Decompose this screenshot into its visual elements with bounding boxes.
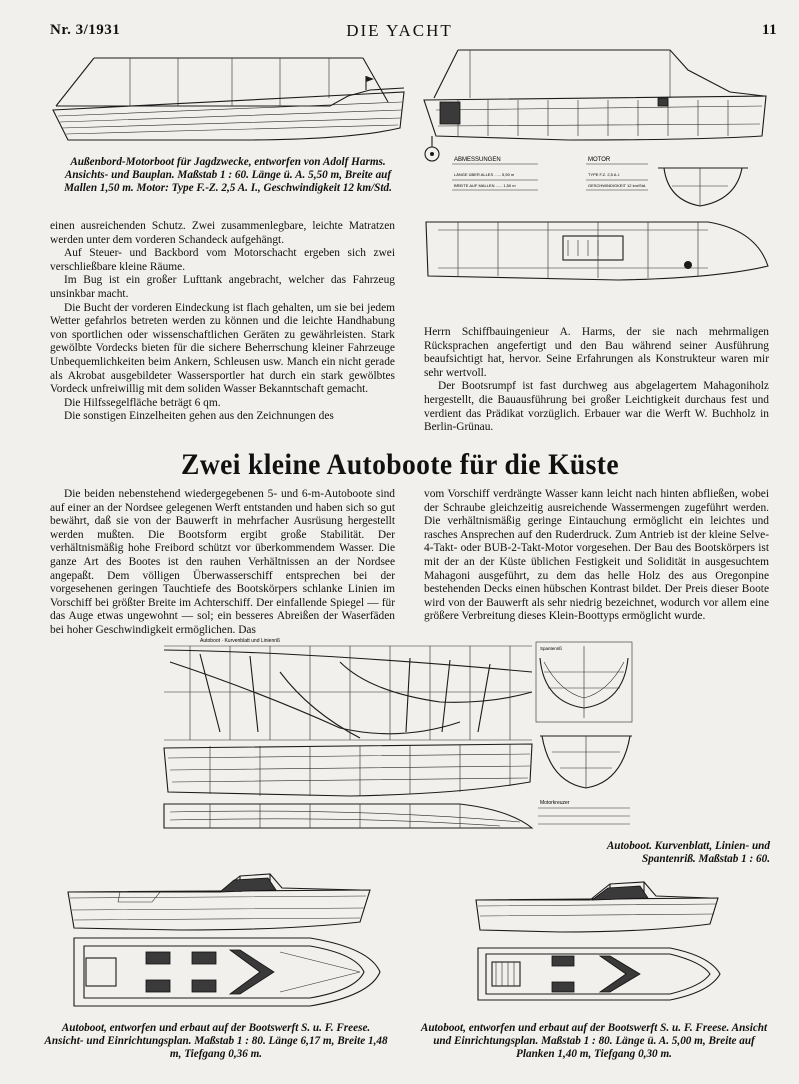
figure-outboard-boat-construction-plan bbox=[418, 40, 778, 280]
paragraph: Auf Steuer- und Backbord vom Motorschacht ergeben sich zwei verschließbare kleine Räume. bbox=[50, 247, 395, 273]
figure2-caption: Autoboot. Kurvenblatt, Linien- und Spantenriß. Maßstab 1 : 60. bbox=[606, 840, 770, 866]
issue-number: Nr. 3/1931 bbox=[50, 22, 121, 38]
paragraph: vom Vorschiff verdrängte Wasser kann leicht nach hinten abfließen, wobei der Schraube gleichzeitig ausreichende Wassermengen zugeführt werden. Die verhältnismäßig geringe Eintauchung ermöglicht ein leichtes und rasches Ansprechen auf den Ruderdruck. Zum Antrieb ist der kleine Selve-4-Takt- oder BUB-2-Takt-Motor vorgesehen. Der Bau des Bootskörpers ist mit der an der Küste üblichen Festigkeit und Solidität in ausgesuchtem Mahagoni ausgeführt, zu dem das helle Holz des aus Oregonpine bestehenden Decks einen hübschen Kontrast bildet. Der Preis dieser Boote wird von der Bauwerft als sehr niedrig bezeichnet, wodurch vor allem eine größere Verbreitung dieses Klein-Boottyps ermöglicht wurde. bbox=[424, 488, 769, 623]
page-number: 11 bbox=[762, 22, 778, 38]
lines-plan-title: Autoboot · Kurvenblatt und Linienriß bbox=[200, 638, 281, 644]
article1-column-left bbox=[50, 220, 395, 424]
table-row-type: TYPE F.Z. 2,5 A.I. bbox=[588, 172, 620, 177]
journal-title: DIE YACHT bbox=[346, 21, 453, 40]
article2-column-right bbox=[424, 488, 769, 624]
figure-lines-plan bbox=[160, 632, 640, 832]
article2-headline: Zwei kleine Autoboote für die Küste bbox=[181, 448, 619, 481]
paragraph: Der Bootsrumpf ist fast durchweg aus abgelagertem Mahagoniholz hergestellt, die Bauausführung bei großer Leichtigkeit durchaus fest und verdient das Prädikat vorzüglich. Erbauer war die Werft W. Buchholz in Berlin-Grünau. bbox=[424, 380, 769, 434]
figure1-caption: Außenbord-Motorboot für Jagdzwecke, entworfen von Adolf Harms. Ansichts- und Bauplan. Maßstab 1 : 60. Länge ü. A. 5,50 m, Breite auf Mallen 1,50 m. Motor: Type F.-Z. 2,5 A. I., Geschwindigkeit 12 km/Std. bbox=[64, 156, 392, 195]
figure-6m-boat bbox=[60, 868, 390, 1018]
figure-outboard-boat-elevation bbox=[48, 50, 410, 150]
figure4-caption: Autoboot, entworfen und erbaut auf der Bootswerft S. u. F. Freese. Ansicht und Einrichtungsplan. Maßstab 1 : 80. Länge ü. A. 5,00 m, Breite auf Planken 1,40 m, Tiefgang 0,30 m. bbox=[420, 1022, 768, 1061]
table-row-speed: GESCHWINDIGKEIT 12 km/Std. bbox=[588, 183, 647, 188]
figure-5m-boat bbox=[470, 876, 730, 1016]
article1-column-right bbox=[424, 326, 769, 435]
table-row-width: BREITE AUF MALLEN ...... 1,50 m bbox=[454, 183, 516, 188]
table-abmessungen-title: ABMESSUNGEN bbox=[454, 157, 501, 163]
figure3-caption: Autoboot, entworfen und erbaut auf der Bootswerft S. u. F. Freese. Ansicht- und Einrichtungsplan. Maßstab 1 : 80. Länge 6,17 m, Breite 1,48 m, Tiefgang 0,36 m. bbox=[44, 1022, 388, 1061]
paragraph: Herrn Schiffbauingenieur A. Harms, der sie nach mehrmaligen Rücksprachen angefertigt und den Bau während seiner Ausführung beaufsichtigt hat, hervor. Seine Erfahrungen als Konstrukteur waren mir sehr wertvoll. bbox=[424, 326, 769, 379]
motor-label: Motorkreuzer bbox=[540, 800, 570, 806]
spant-title: Spantenriß bbox=[540, 646, 563, 651]
table-motor-title: MOTOR bbox=[588, 157, 611, 163]
paragraph: Die beiden nebenstehend wiedergegebenen 5- und 6-m-Autoboote sind auf einer an der Nordsee gelegenen Werft entstanden und haben sich so gut bewährt, daß sie von der Bauwerft in mehrfacher Ausrüsung hergestellt werden mußten. Die Bootsform ergibt große Stabilität. Der verhältnismäßig hohe Freibord schützt vor überkommendem Wasser. Die ganze Art des Bootes ist den rauhen Verhältnissen an der Nordsee angepaßt. Dem völligen Überwasserschiff entsprechen bei der vorgesehenen geringen Tauchtiefe des Bootskörpers schlanke Linien im Vorschiff bei größter Breite im Achterschiff. Der einfallende Spiegel — für das Auge etwas ungewohnt — sol; ein besseres Abreißen der Waserfäden bei hoher Geschwindigkeit ermöglichen. Das bbox=[50, 488, 395, 636]
article2-column-left bbox=[50, 488, 395, 638]
paragraph: Die Bucht der vorderen Eindeckung ist flach gehalten, um sie bei jedem Wetter gefahrlos betreten werden zu können und die leichte Handhabung von sportlichen oder wissenschaftlichen Geräten zu gewährleisten. Stark gewölbte Vordecks bieten für die sichere Beherrschung kleiner Fahrzeuge Unbequemlichkeiten beim Ankern, Schleusen usw. Manch ein nicht gerade als Akrobat ausgebildeter Wassersportler hat durch ein stark gewölbtes Vordeck unfreiwillig mit dem soliden Wasser Bekanntschaft gemacht. bbox=[50, 301, 395, 396]
table-row-length: LÄNGE ÜBER ALLES ...... 5,50 m bbox=[454, 172, 515, 177]
paragraph: einen ausreichenden Schutz. Zwei zusammenlegbare, leichte Matratzen werden unter dem vorderen Schandeck aufgehängt. bbox=[50, 220, 395, 246]
paragraph: Die Hilfssegelfläche beträgt 6 qm. bbox=[64, 396, 221, 409]
paragraph: Im Bug ist ein großer Lufttank angebracht, welcher das Fahrzeug unsinkbar macht. bbox=[50, 274, 395, 300]
paragraph: Die sonstigen Einzelheiten gehen aus den Zeichnungen des bbox=[64, 410, 334, 423]
